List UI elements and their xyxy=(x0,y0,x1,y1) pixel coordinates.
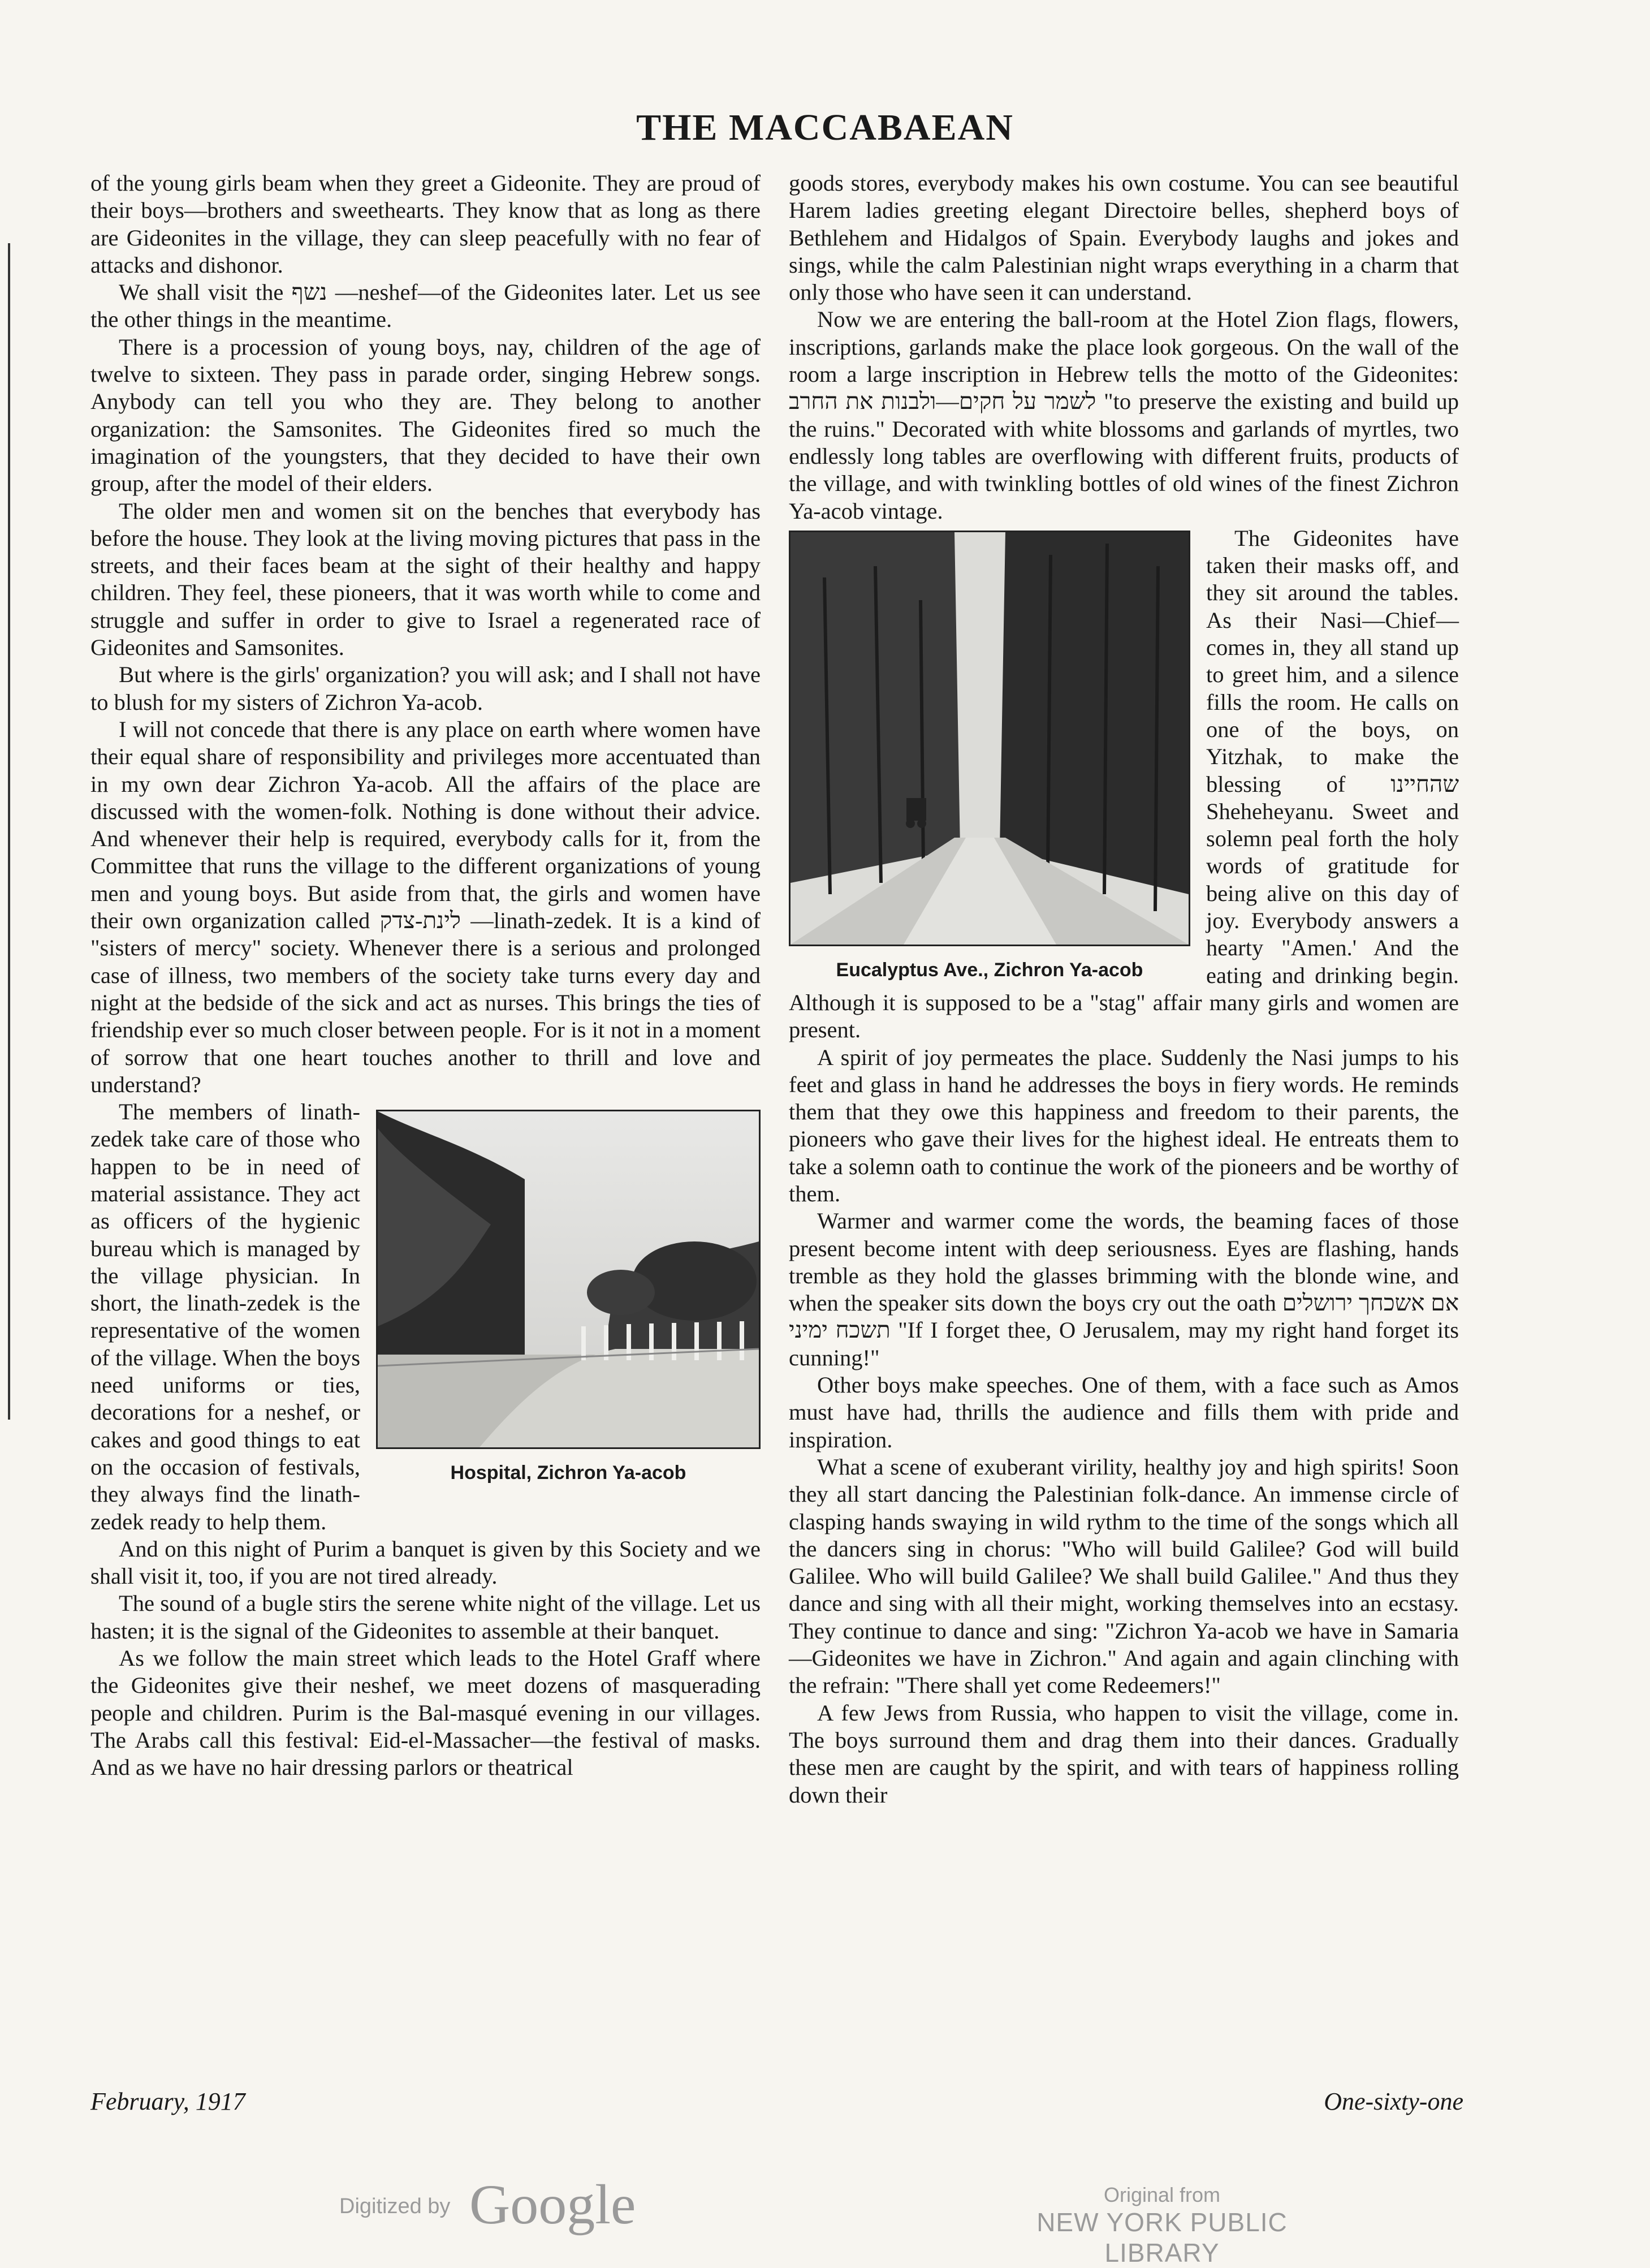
paragraph: But where is the girls' organization? you will ask; and I shall not have to blush for my sisters of Zichron Ya-acob. xyxy=(90,662,761,715)
paragraph: Now we are entering the ball-room at the Hotel Zion flags, flowers, inscriptions, garlands make the place look gorgeous. On the wall of the room a large inscription in Hebrew tells the motto of the Gideonites: לשמר על חקים—ולבנות את החרב "to preserve the existing and build up the ruins." Decorated with white blossoms and garlands of myrtles, two endlessly long tables are overflowing with different fruits, products of the village, and with twinkling bottles of old wines of the finest Zichron Ya-acob vintage. xyxy=(789,307,1459,524)
eucalyptus-photo-image xyxy=(791,532,1189,945)
google-logo: Google xyxy=(469,2173,636,2236)
original-from-label: Original from xyxy=(1103,2183,1221,2206)
paragraph: And on this night of Purim a banquet is given by this Society and we shall visit it, too, if you are not tired already. xyxy=(90,1536,761,1589)
paragraph: We shall visit the נשף —neshef—of the Gideonites later. Let us see the other things in the meantime. xyxy=(90,279,761,333)
eucalyptus-caption: Eucalyptus Ave., Zichron Ya-acob xyxy=(836,959,1143,981)
issue-date: February, 1917 xyxy=(90,2088,245,2115)
library-name: NEW YORK PUBLIC LIBRARY xyxy=(1036,2207,1288,2267)
paragraph: The Gideonites have taken their masks off, and they sit around the tables. As their Nasi—Chief—comes in, they all stand up to greet him, and a silence fills the room. He calls on one of the boys, on Yitzhak, to make the blessing of שהחיינו Sheheheyanu. Sweet and solemn peal forth the holy words of gratitude for being alive on this day of joy. Everybody answers a hearty "Amen.' And the eating and drinking begin. Although it is supposed to be a "stag" affair many girls and women are present. xyxy=(789,525,1459,1043)
paragraph: I will not concede that there is any place on earth where women have their equal share of responsibility and privileges more accentuated than in my own dear Zichron Ya-acob. All the affairs of the place are discussed with the women-folk. Nothing is done without their advice. And whenever their help is required, everybody calls for it, from the Committee that runs the village to the different organizations of young men and young boys. But aside from that, the girls and women have their own organization called לינת-צדק —linath-zedek. It is a kind of "sisters of mercy" society. Whenever there is a serious and prolonged case of illness, two members of the society take turns every day and night at the bedside of the sick and act as nurses. This brings the ties of friendship ever so much closer between people. For is it not in a moment of sorrow that one heart touches another to thrill and love and understand? xyxy=(90,716,761,1097)
masthead: THE MACCABAEAN xyxy=(636,107,1014,148)
paragraph: The older men and women sit on the benches that everybody has before the house. They look at the living moving pictures that pass in the streets, and their faces beam at the sight of their healthy and happy children. They feel, these pioneers, that it was worth while to come and struggle and suffer in order to give to Israel a regenerated race of Gideonites and Samsonites. xyxy=(90,498,761,661)
paragraph: There is a procession of young boys, nay, children of the age of twelve to sixteen. They pass in parade order, singing Hebrew songs. Anybody can tell you who they are. They belong to another organization: the Samsonites. The Gideonites fired so much the imagination of the youngsters, that they decided to have their own group, after the model of their elders. xyxy=(90,334,761,497)
library-credit xyxy=(992,2183,1332,2268)
hospital-photo-image xyxy=(378,1111,759,1447)
paragraph: As we follow the main street which leads to the Hotel Graff where the Gideonites give their neshef, we meet dozens of masquerading people and children. Purim is the Bal-masqué evening in our villages. The Arabs call this festival: Eid-el-Massacher—the festival of masks. And as we have no hair dressing parlors or theatrical xyxy=(90,1645,761,1780)
left-column xyxy=(90,170,761,1782)
paragraph: Other boys make speeches. One of them, with a face such as Amos must have had, thrills the audience and fills them with pride and inspiration. xyxy=(789,1372,1459,1452)
page-number: One-sixty-one xyxy=(1324,2088,1463,2115)
page-edge-line xyxy=(0,243,10,1420)
paragraph: A few Jews from Russia, who happen to visit the village, come in. The boys surround them and drag them into their dances. Gradually these men are caught by the spirit, and with tears of happiness rolling down their xyxy=(789,1700,1459,1808)
paragraph: of the young girls beam when they greet a Gideonite. They are proud of their boys—brothers and sweethearts. They know that as long as there are Gideonites in the village, they can sleep peacefully with no fear of attacks and dishonor. xyxy=(90,170,761,278)
paragraph: Warmer and warmer come the words, the beaming faces of those present become intent with deep seriousness. Eyes are flashing, hands tremble as they hold the glasses brimming with the blonde wine, and when the speaker sits down the boys cry out the oath אם אשכחך ירושלים תשכח ימיני "If I forget thee, O Jerusalem, may my right hand forget its cunning!" xyxy=(789,1208,1459,1370)
hospital-photo xyxy=(376,1110,761,1449)
hospital-figure xyxy=(376,1110,761,1486)
paragraph: What a scene of exuberant virility, healthy joy and high spirits! Soon they all start dancing the Palestinian folk-dance. An immense circle of clasping hands swaying in wild rythm to the time of the songs which all the dancers sing in chorus: "Who will build Galilee? God will build Galilee. Who will build Galilee? We shall build Galilee." And thus they dance and sing with all their might, working themselves into an ecstasy. They continue to dance and sing: "Zichron Ya-acob we have in Samaria —Gideonites we have in Zichron." And again and again clinching with the refrain: "There shall yet come Redeemers!" xyxy=(789,1454,1459,1698)
paragraph: The sound of a bugle stirs the serene white night of the village. Let us hasten; it is the signal of the Gideonites to assemble at their banquet. xyxy=(90,1590,761,1644)
eucalyptus-figure xyxy=(789,531,1190,984)
right-column xyxy=(789,170,1459,1809)
paragraph: The members of linath-zedek take care of those who happen to be in need of material assistance. They act as officers of the hygienic bureau which is managed by the village physician. In short, the linath-zedek is the representative of the women of the village. When the boys need uniforms or ties, decorations for a neshef, or cakes and good things to eat on the occasion of festivals, they always find the linath-zedek ready to help them. xyxy=(90,1099,360,1534)
hospital-caption: Hospital, Zichron Ya-acob xyxy=(450,1462,686,1484)
digitized-by-label: Digitized by xyxy=(339,2194,451,2218)
eucalyptus-photo xyxy=(789,531,1190,946)
paragraph: A spirit of joy permeates the place. Suddenly the Nasi jumps to his feet and glass in hand he addresses the boys in fiery words. He reminds them that they owe this happiness and freedom to their parents, the pioneers who gave their lives for the highest ideal. He entreats them to take a solemn oath to continue the work of the pioneers and be worthy of them. xyxy=(789,1044,1459,1206)
paragraph: goods stores, everybody makes his own costume. You can see beautiful Harem ladies greeting elegant Directoire belles, shepherd boys of Bethlehem and Hidalgos of Spain. Everybody laughs and jokes and sings, while the calm Palestinian night wraps everything in a charm that only those who have seen it can understand. xyxy=(789,170,1459,305)
